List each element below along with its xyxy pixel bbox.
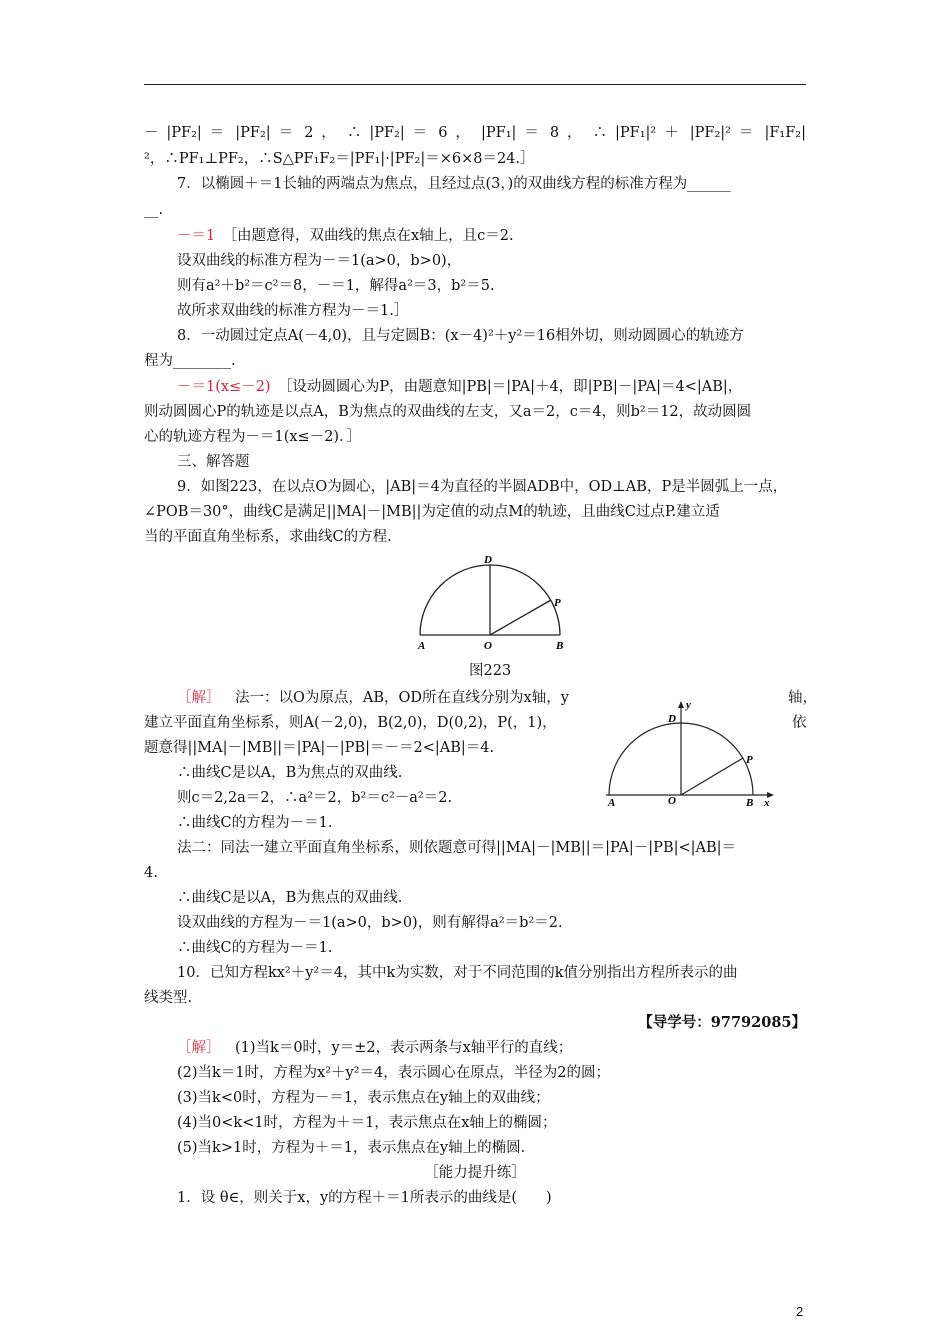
label-b: B [556,640,564,652]
header-rule [144,84,806,85]
text-line: 故所求双曲线的标准方程为－＝1.］ [177,303,409,319]
y-axis-arrow-icon [678,701,684,708]
question-9: 9．如图223，在以点O为圆心，|AB|＝4为直径的半圆ADB中，OD⊥AB，P是半圆弧上一点， [177,479,788,495]
question-7: 7．以椭圆＋＝1长轴的两端点为焦点，且经过点(3，)的双曲线方程的标准方程为______ [177,176,731,192]
text-line: 题意得||MA|－|MB||＝|PA|－|PB|＝－＝2<|AB|＝4. [144,740,495,756]
text-line: ∴曲线C的方程为－＝1. [177,940,333,956]
solution-line [177,688,569,708]
solution-text: ［由题意得，双曲线的焦点在x轴上，且c＝2. [229,228,514,244]
label-a: A [418,640,426,652]
segment-op [490,600,551,635]
text-line: 4. [144,865,158,881]
text-line: － |PF₂| ＝ |PF₂| ＝ 2 ， ∴ |PF₂| ＝ 6 ， |PF₁| ＝ 8 ， ∴ |PF₁|² ＋ |PF₂|² ＝ |F₁F₂| [144,125,806,141]
label-o: O [668,795,676,807]
answer-line [177,226,514,246]
semicircle-figure-223 [410,552,570,656]
question-8: 8．一动圆过定点A(－4,0)，且与定圆B：(x－4)²＋y²＝16相外切，则动圆圆心的轨迹方 [177,328,744,344]
page-number: 2 [796,1304,804,1319]
text-line: 依 [792,715,807,731]
label-p: P [554,597,561,609]
solution-text: 法一：以O为原点，AB，OD所在直线分别为x轴，y [235,690,569,706]
section-heading: ［能力提升练］ [424,1165,526,1181]
text-line: ∠POB＝30°，曲线C是满足||MA|－|MB||为定值的动点M的轨迹，且曲线C过点P.建立适 [144,504,720,520]
text-line: 建立平面直角坐标系，则A(－2,0)，B(2,0)，D(0,2)，P(，1)， [144,715,557,731]
text-line: 则有a²＋b²＝c²＝8，－＝1，解得a²＝3，b²＝5. [177,278,495,294]
label-y: y [686,699,691,711]
text-line: __. [144,202,164,218]
label-a: A [608,797,616,808]
text-line: ∴曲线C是以A，B为焦点的双曲线. [177,765,403,781]
text-line: 心的轨迹方程为－＝1(x≤－2)．］ [144,429,361,445]
guide-number: 【导学号：97792085】 [638,1014,806,1031]
solution-line [177,1038,572,1058]
segment-op [681,758,743,795]
section-heading: 三、解答题 [177,454,250,470]
text-line: (4)当0<k<1时，方程为＋＝1，表示焦点在x轴上的椭圆； [177,1115,557,1131]
text-line: 设双曲线的方程为－＝1(a>0，b>0)，则有解得a²＝b²＝2. [177,915,563,931]
text-line: ∴曲线C是以A，B为焦点的双曲线. [177,890,403,906]
label-o: O [484,640,492,652]
answer-7: －＝1 [177,228,216,244]
label-d: D [668,713,676,725]
label-b: B [746,797,754,808]
text-line: 轴， [788,690,817,706]
solution-text: ［设动圆圆心为P，由题意知|PB|＝|PA|＋4，即|PB|－|PA|＝4<|AB|， [285,379,743,395]
solution-text: (1)当k＝0时，y＝±2，表示两条与x轴平行的直线； [235,1040,573,1056]
label-d: D [484,554,492,566]
text-line: 法二：同法一建立平面直角坐标系，则依题意可得||MA|－|MB||＝|PA|－|PB|<|AB|＝ [177,840,737,856]
label-x: x [764,797,770,808]
coordinate-figure [600,696,780,808]
label-p: P [746,754,753,766]
answer-line [177,377,742,397]
question-1: 1．设 θ∈，则关于x，y的方程＋＝1所表示的曲线是( ) [177,1190,552,1206]
figure-caption: 图223 [469,663,512,679]
text-line: 设双曲线的标准方程为－＝1(a>0，b>0)， [177,253,462,269]
question-10: 10．已知方程kx²＋y²＝4，其中k为实数，对于不同范围的k值分别指出方程所表示的曲 [177,965,738,981]
text-line: ∴曲线C的方程为－＝1. [177,815,333,831]
text-line: (5)当k>1时，方程为＋＝1，表示焦点在y轴上的椭圆. [177,1140,526,1156]
answer-8: －＝1(x≤－2) [177,379,271,395]
text-line: 程为________. [144,353,236,369]
text-line: 则c＝2,2a＝2，∴a²＝2，b²＝c²－a²＝2. [177,790,453,806]
solution-marker: ［解］ [177,1040,221,1056]
text-line: ²，∴PF₁⊥PF₂，∴S△PF₁F₂＝|PF₁|·|PF₂|＝×6×8＝24.］ [144,151,535,167]
text-line: 当的平面直角坐标系，求曲线C的方程. [144,529,392,545]
text-line: 线类型. [144,990,193,1006]
text-line: (3)当k<0时，方程为－＝1，表示焦点在y轴上的双曲线； [177,1090,550,1106]
solution-marker: ［解］ [177,690,221,706]
text-line: 则动圆圆心P的轨迹是以点A，B为焦点的双曲线的左支，又a＝2，c＝4，则b²＝12，故动圆圆 [144,404,752,420]
text-line: (2)当k＝1时，方程为x²＋y²＝4，表示圆心在原点，半径为2的圆； [177,1065,610,1081]
